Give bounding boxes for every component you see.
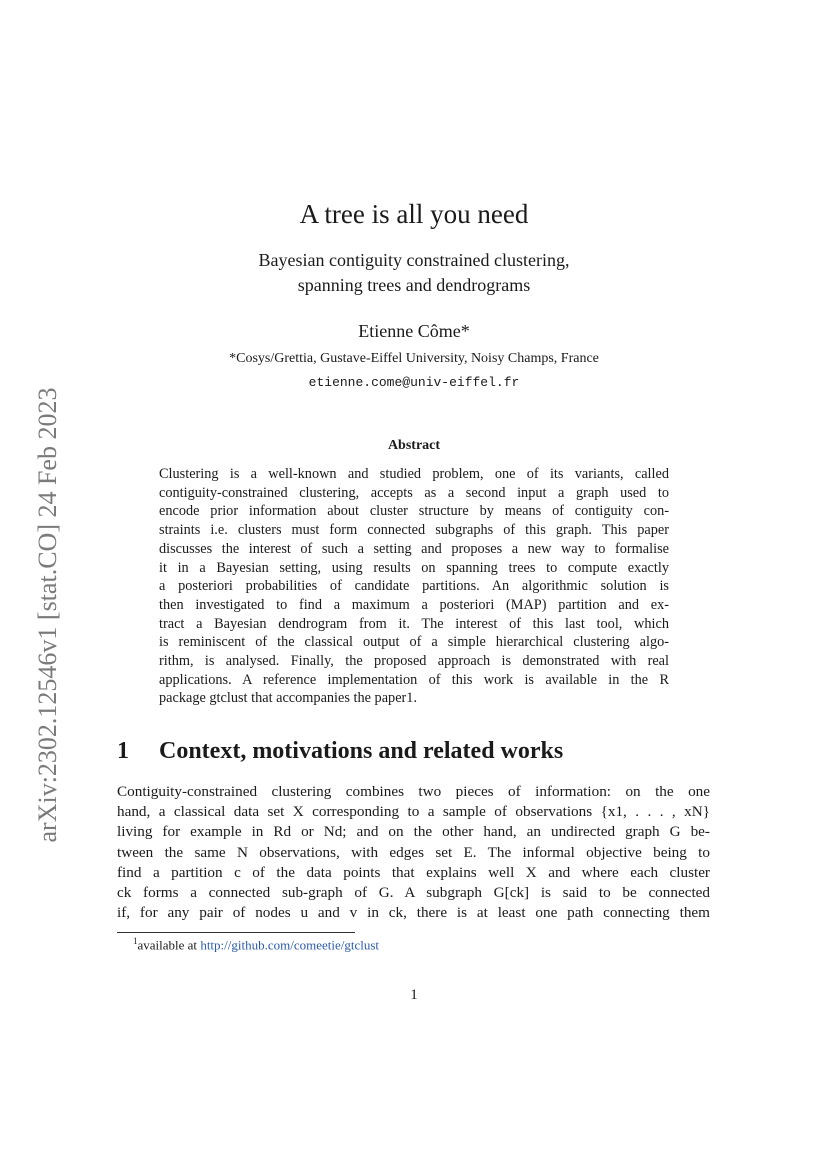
paper-title: A tree is all you need — [299, 199, 529, 229]
abstract-line: contiguity-constrained clustering, accepts as a second input a graph used to — [159, 484, 669, 501]
abstract-heading: Abstract — [387, 438, 441, 453]
abstract-body — [159, 465, 669, 708]
abstract-line: is reminiscent of the classical output of a simple hierarchical clustering algo- — [159, 634, 669, 651]
author-email: etienne.come@univ-eiffel.fr — [308, 375, 520, 390]
body-line: tween the same N observations, with edges set E. The informal objective being to — [117, 843, 710, 861]
abstract-line: rithm, is analysed. Finally, the proposed approach is demonstrated with real — [159, 653, 669, 670]
body-line: living for example in Rd or Nd; and on the other hand, an undirected graph G be- — [117, 823, 710, 841]
section-title: Context, motivations and related works — [159, 738, 564, 764]
abstract-line: applications. A reference implementation of this work is available in the R — [159, 671, 669, 688]
abstract-line: a posteriori probabilities of candidate partitions. An algorithmic solution is — [159, 578, 669, 595]
footnote-link[interactable]: http://github.com/comeetie/gtclust — [200, 937, 380, 953]
body-line: ck forms a connected sub-graph of G. A subgraph G[ck] is said to be connected — [117, 884, 710, 902]
body-line: Contiguity-constrained clustering combines two pieces of information: on the one — [117, 783, 710, 800]
page-number: 1 — [410, 987, 418, 1003]
abstract-line: straints i.e. clusters must form connected subgraphs of this graph. This paper — [159, 522, 669, 539]
abstract-line: discusses the interest of such a setting and proposes a new way to formalise — [159, 540, 669, 557]
footnote-rule — [117, 932, 355, 933]
body-line: find a partition c of the data points that explains well X and where each cluster — [117, 863, 710, 881]
author-name: Etienne Côme* — [358, 321, 470, 341]
footnote — [133, 936, 379, 953]
subtitle-line: Bayesian contiguity constrained clustering, — [258, 250, 570, 270]
section-body — [117, 782, 710, 923]
abstract-line: package gtclust that accompanies the paper1. — [159, 690, 418, 707]
section-heading — [117, 738, 563, 765]
body-line: if, for any pair of nodes u and v in ck, there is at least one path connecting them — [117, 904, 710, 922]
subtitle-line: spanning trees and dendrograms — [297, 275, 531, 295]
paper-subtitle — [0, 248, 828, 298]
body-line: hand, a classical data set X corresponding to a sample of observations {x1, . . . , xN} — [117, 803, 710, 821]
footnote-marker: 1 — [133, 936, 138, 946]
author-affiliation: *Cosys/Grettia, Gustave-Eiffel University, Noisy Champs, France — [229, 351, 599, 366]
abstract-line: it in a Bayesian setting, using results on spanning trees to compute exactly — [159, 559, 669, 576]
abstract-line: Clustering is a well-known and studied problem, one of its variants, called — [159, 466, 669, 482]
abstract-line: encode prior information about cluster structure by means of contiguity con- — [159, 503, 669, 520]
footnote-text: available at — [137, 937, 201, 953]
abstract-line: tract a Bayesian dendrogram from it. The interest of this last tool, which — [159, 615, 669, 632]
abstract-line: then investigated to find a maximum a posteriori (MAP) partition and ex- — [159, 596, 669, 613]
section-number: 1 — [117, 738, 129, 764]
